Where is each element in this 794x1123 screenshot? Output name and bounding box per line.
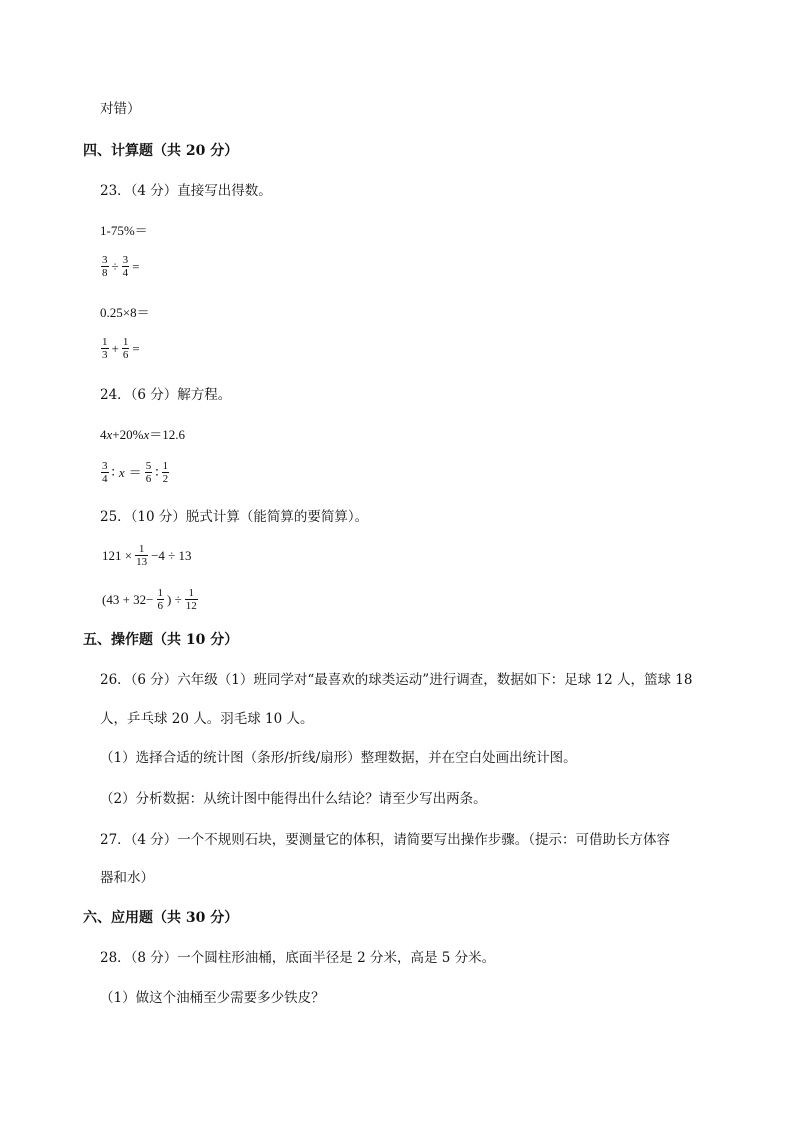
question-26-sub-2: （2）分析数据：从统计图中能得出什么结论？请至少写出两条。 bbox=[100, 791, 487, 807]
fraction-5-6: $\frac{5}{6}$ bbox=[145, 460, 152, 485]
question-24-stem: 24．（6 分）解方程。 bbox=[100, 387, 232, 403]
question-26-line-1: 26．（6 分）六年级（1）班同学对“最喜欢的球类运动”进行调查，数据如下：足球 12 人，篮球 18 bbox=[100, 672, 693, 688]
question-28-stem: 28．（8 分）一个圆柱形油桶，底面半径是 2 分米，高是 5 分米。 bbox=[100, 950, 496, 966]
q25-expression-2: (43 + 32− $\frac{1}{6}$ ) ÷ $\frac{1}{12}$ bbox=[102, 587, 197, 612]
question-23-stem: 23．（4 分）直接写出得数。 bbox=[100, 183, 272, 199]
q23-item-2: $\frac{3}{8}$ ÷ $\frac{3}{4}$ = bbox=[102, 254, 140, 279]
q23-item-1: 1-75%＝ bbox=[100, 223, 148, 238]
q23-item-3: 0.25×8＝ bbox=[100, 305, 150, 320]
question-27-line-2: 器和水） bbox=[100, 870, 154, 886]
question-27-line-1: 27．（4 分）一个不规则石块，要测量它的体积，请简要写出操作步骤。（提示：可借助长方体容 bbox=[100, 832, 671, 848]
section-six-heading: 六、应用题（共 30 分） bbox=[83, 910, 239, 926]
fraction-1-13: $\frac{1}{13}$ bbox=[136, 543, 148, 568]
q25-expression-1: 121 × $\frac{1}{13}$ −4 ÷ 13 bbox=[102, 543, 192, 568]
fraction-1-12: $\frac{1}{12}$ bbox=[185, 587, 197, 612]
question-26-sub-1: （1）选择合适的统计图（条形/折线/扇形）整理数据，并在空白处画出统计图。 bbox=[100, 750, 577, 766]
fraction-3-4: $\frac{3}{4}$ bbox=[122, 254, 129, 279]
fraction-1-2: $\frac{1}{2}$ bbox=[162, 460, 169, 485]
q24-equation-2: $\frac{3}{4}$ ∶ x ＝ $\frac{5}{6}$ ∶ $\frac{1}{2}$ bbox=[102, 460, 169, 485]
q23-item-4: $\frac{1}{3}$ + $\frac{1}{6}$ = bbox=[102, 336, 140, 361]
q24-equation-1: 4x+20%x＝12.6 bbox=[100, 427, 185, 442]
fraction-1-6: $\frac{1}{6}$ bbox=[122, 336, 129, 361]
question-25-stem: 25．（10 分）脱式计算（能简算的要简算）。 bbox=[100, 509, 369, 525]
fraction-3-8: $\frac{3}{8}$ bbox=[102, 254, 108, 279]
fraction-1-6: $\frac{1}{6}$ bbox=[157, 587, 163, 612]
question-28-sub-1: （1）做这个油桶至少需要多少铁皮？ bbox=[100, 990, 325, 1006]
section-four-heading: 四、计算题（共 20 分） bbox=[83, 143, 239, 159]
fraction-1-3: $\frac{1}{3}$ bbox=[102, 336, 108, 361]
section-five-heading: 五、操作题（共 10 分） bbox=[83, 632, 239, 648]
question-26-line-2: 人，乒乓球 20 人。羽毛球 10 人。 bbox=[100, 711, 314, 727]
continuation-text: 对错） bbox=[100, 101, 141, 117]
fraction-3-4: $\frac{3}{4}$ bbox=[102, 460, 108, 485]
